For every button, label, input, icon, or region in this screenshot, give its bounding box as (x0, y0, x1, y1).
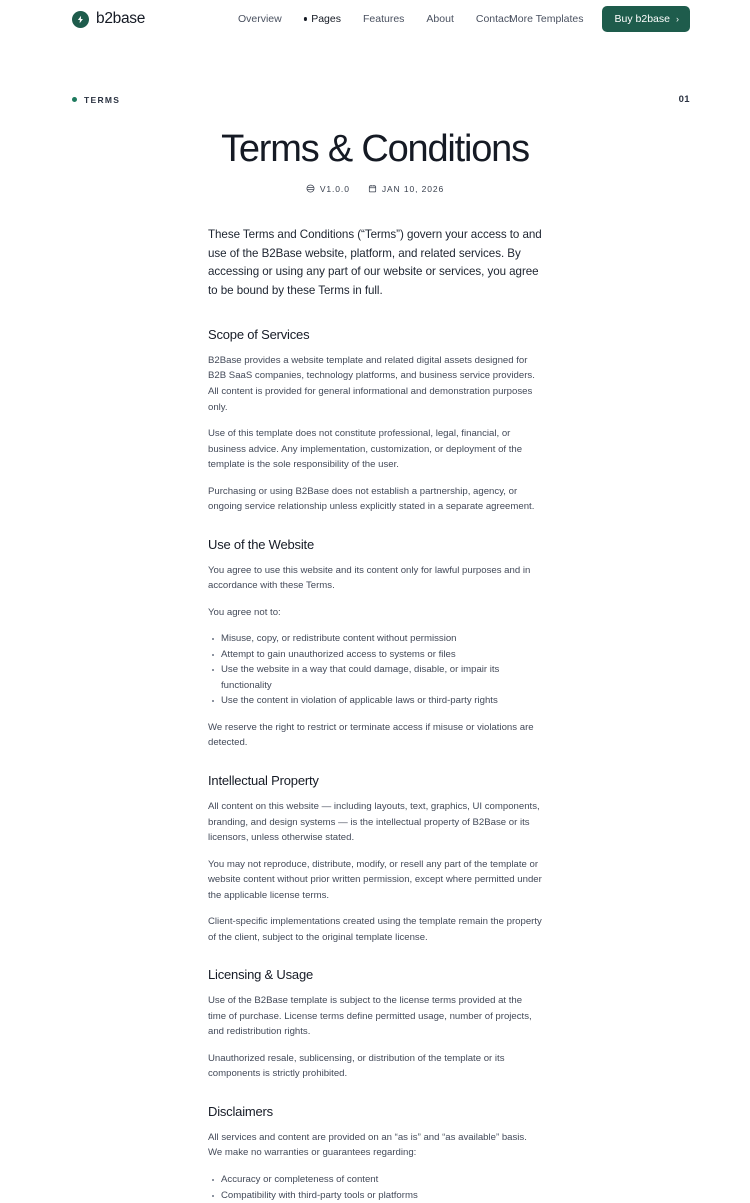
page-number: 01 (678, 94, 690, 105)
active-dot-icon (304, 17, 308, 21)
eyebrow-text: TERMS (84, 94, 121, 105)
date-chip (368, 184, 444, 194)
nav-label-contact: Contact (475, 13, 513, 25)
list-item: Use the website in a way that could damage, disable, or impair its functionality (208, 662, 542, 693)
page-meta-row (0, 94, 750, 105)
main-navigation (238, 13, 512, 25)
brand-name: b2base (96, 10, 146, 27)
site-header (0, 0, 750, 38)
intro-paragraph: These Terms and Conditions (“Terms”) govern your access to and use of the B2Base website, platform, and related services. By accessing or using any part of our website or services, you agree to be bound by these Terms in full. (208, 227, 542, 298)
bolt-circle-icon (72, 11, 89, 28)
section-scope-of-services (208, 327, 542, 515)
section-paragraph: B2Base provides a website template and related digital assets designed for B2B SaaS companies, technology platforms, and business service providers. All content is provided for general informational and demonstration purposes only. (208, 354, 535, 413)
hero-section (0, 129, 750, 194)
buy-b2base-button[interactable] (602, 6, 690, 32)
section-paragraph: Unauthorized resale, sublicensing, or distribution of the template or its components is strictly prohibited. (208, 1052, 505, 1080)
brand-logo[interactable] (72, 10, 145, 28)
section-heading: Disclaimers (208, 1103, 273, 1119)
nav-item-overview[interactable] (238, 13, 282, 25)
section-paragraph: All services and content are provided on an “as is” and “as available” basis. We make no warranties or guarantees regarding: (208, 1131, 527, 1159)
nav-item-pages[interactable] (304, 13, 341, 25)
eyebrow-label (72, 95, 120, 105)
section-heading: Intellectual Property (208, 773, 319, 789)
list-item: Misuse, copy, or redistribute content without permission (208, 631, 542, 647)
section-licensing-and-usage (208, 967, 542, 1082)
nav-item-features[interactable] (363, 13, 404, 25)
section-paragraph: Use of this template does not constitute professional, legal, financial, or business advice. Any implementation, customization, or deployment of the template is the sole responsibility of the user. (208, 428, 523, 471)
section-heading: Use of the Website (208, 536, 314, 552)
list-item: Use the content in violation of applicable laws or third-party rights (208, 693, 542, 709)
section-heading: Licensing & Usage (208, 967, 313, 983)
section-paragraph: You agree to use this website and its content only for lawful purposes and in accordance with these Terms. (208, 564, 531, 592)
section-paragraph: You may not reproduce, distribute, modify, or resell any part of the template or website content without prior written permission, except where permitted under the applicable license terms. (208, 858, 542, 901)
list-item: Accuracy or completeness of content (208, 1172, 542, 1188)
nav-label-features: Features (362, 13, 405, 25)
eyebrow-dot-icon (72, 97, 77, 102)
section-paragraph: We reserve the right to restrict or terminate access if misuse or violations are detected. (208, 721, 534, 749)
page-title: Terms & Conditions (221, 128, 529, 170)
section-paragraph: All content on this website — including layouts, text, graphics, UI components, branding, and design systems — is the intellectual property of B2Base or its licensors, unless otherwise stated. (208, 801, 540, 844)
header-actions (509, 6, 690, 32)
section-use-of-the-website (208, 537, 542, 751)
section-disclaimers (208, 1104, 542, 1203)
buy-b2base-label: Buy b2base (614, 13, 670, 25)
list-item: Compatibility with third-party tools or platforms (208, 1188, 542, 1203)
version-chip (306, 184, 350, 194)
list-item: Attempt to gain unauthorized access to systems or files (208, 647, 542, 663)
section-paragraph: Use of the B2Base template is subject to the license terms provided at the time of purchase. License terms define permitted usage, number of projects, and redistribution rights. (208, 995, 532, 1038)
bullet-list (208, 1172, 542, 1203)
version-text: V1.0.0 (319, 183, 350, 194)
nav-label-about: About (426, 13, 454, 25)
section-heading: Scope of Services (208, 326, 310, 342)
nav-item-about[interactable] (426, 13, 453, 25)
calendar-icon (368, 184, 377, 193)
nav-label-overview: Overview (237, 13, 282, 25)
nav-item-contact[interactable] (476, 13, 512, 25)
date-text: JAN 10, 2026 (381, 183, 445, 194)
section-paragraph: You agree not to: (208, 606, 281, 618)
section-intellectual-property (208, 773, 542, 945)
nav-label-pages: Pages (311, 13, 341, 25)
more-templates-link[interactable]: More Templates (509, 13, 584, 25)
bullet-list (208, 631, 542, 709)
section-paragraph: Purchasing or using B2Base does not establish a partnership, agency, or ongoing service relationship unless explicitly stated in a separate agreement. (208, 485, 535, 513)
chevron-right-icon: › (676, 13, 679, 24)
section-paragraph: Client-specific implementations created using the template remain the property of the client, subject to the original template license. (208, 916, 542, 943)
hero-meta (0, 184, 750, 194)
terms-article (208, 194, 542, 1203)
version-circle-icon (306, 184, 315, 193)
